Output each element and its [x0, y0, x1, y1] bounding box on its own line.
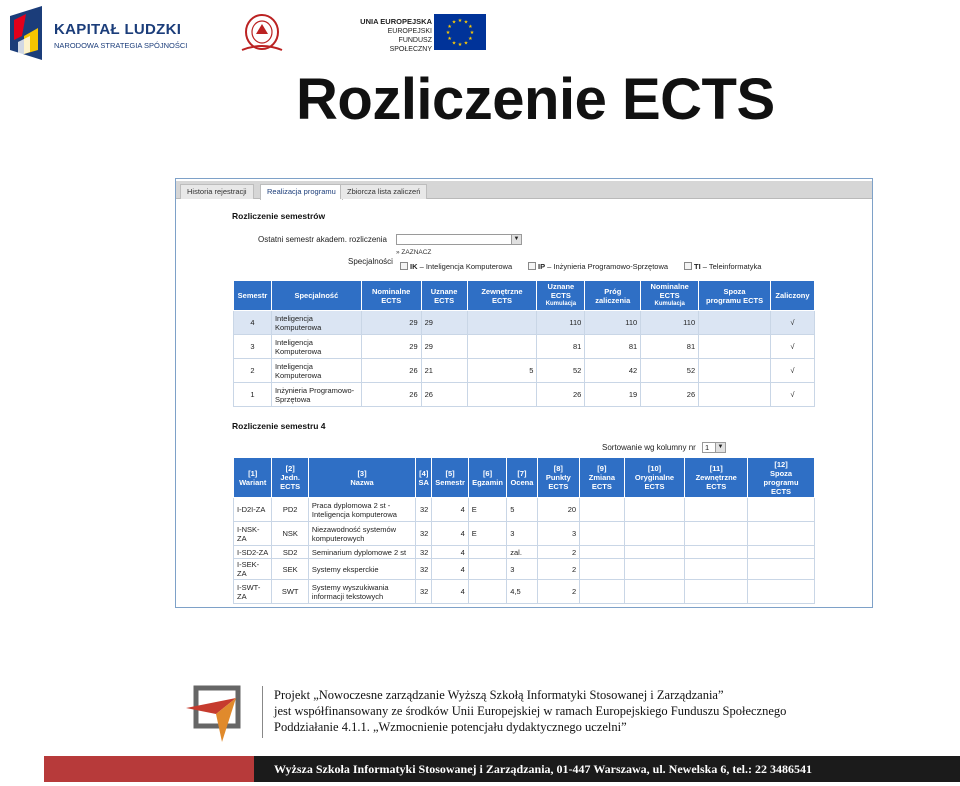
- cell-nom-kum: 26: [641, 383, 699, 407]
- cell-zmiana: [580, 580, 625, 604]
- cell-nominalne: 29: [361, 335, 421, 359]
- specialty-label-ti: – Teleinformatyka: [700, 262, 762, 271]
- cell-jedn: SWT: [272, 580, 308, 604]
- col-6-label: Egzamin: [472, 477, 503, 487]
- cell-egzamin: E: [468, 522, 506, 546]
- cell-prog: 81: [585, 335, 641, 359]
- cell-spoza: [699, 359, 771, 383]
- cell-zaliczony: √: [770, 359, 814, 383]
- footer-line-3: Poddziałanie 4.1.1. „Wzmocnienie potencjału dydaktycznego uczelni”: [274, 720, 627, 734]
- cell-uznane: 21: [421, 359, 467, 383]
- chevron-down-icon: ▼: [511, 235, 521, 244]
- cell-semestr: 1: [234, 383, 272, 407]
- cell-nominalne: 26: [361, 359, 421, 383]
- cell-prog: 110: [585, 311, 641, 335]
- col-nominalne-l1: Nominalne: [372, 286, 411, 296]
- cell-nazwa-l2: Inteligencja komputerowa: [311, 509, 397, 519]
- col-prog[interactable]: [585, 281, 641, 311]
- col-11-num: [11]: [709, 464, 723, 473]
- cell-ocena: 5: [507, 498, 537, 522]
- cell-oryginalne: [624, 522, 685, 546]
- svg-text:★: ★: [451, 19, 457, 26]
- col-spoza-l1: Spoza: [723, 286, 746, 296]
- svg-text:★: ★: [457, 42, 463, 48]
- tab-zbiorcza-lista-zaliczen[interactable]: Zbiorcza lista zaliczeń: [340, 184, 427, 199]
- col-punkty-ects[interactable]: [537, 458, 580, 498]
- cell-zewnetrzne: 5: [467, 359, 537, 383]
- kapital-ludzki-logo: [10, 6, 188, 60]
- svg-text:★: ★: [447, 24, 452, 30]
- cell-zaliczony: √: [770, 335, 814, 359]
- cell-ocena: zal.: [507, 546, 537, 559]
- cell-zmiana: [580, 546, 625, 559]
- col-zewnetrzne-l1: Zewnętrzne: [481, 286, 523, 296]
- cell-nom-kum: 81: [641, 335, 699, 359]
- cell-punkty: 3: [537, 522, 580, 546]
- cell-zewnetrzne: [685, 546, 748, 559]
- cell-zaliczony: √: [770, 311, 814, 335]
- svg-text:★: ★: [469, 30, 475, 36]
- cell-semestr: 4: [432, 559, 468, 580]
- cell-egzamin: [468, 580, 506, 604]
- specialty-label-ip: – Inżynieria Programowo-Sprzętowa: [545, 262, 669, 271]
- col-prog-l2: zaliczenia: [595, 295, 631, 305]
- cell-nazwa: [308, 580, 415, 604]
- cell-spec-l1: Inteligencja: [274, 313, 313, 323]
- cell-zewnetrzne: [685, 580, 748, 604]
- cell-semestr: 4: [432, 580, 468, 604]
- cell-spoza: [748, 559, 815, 580]
- cell-wariant: I-SWT-ZA: [234, 580, 272, 604]
- col-7-label: Ocena: [510, 477, 534, 487]
- eu-line2: EUROPEJSKI: [387, 28, 432, 35]
- specialty-code-ip: IP: [538, 262, 546, 271]
- col-4-num: [4]: [419, 468, 429, 478]
- col-6-num: [6]: [482, 468, 493, 478]
- col-zewnetrzne-l2: ECTS: [491, 295, 512, 305]
- col-1-num: [1]: [248, 468, 258, 478]
- cell-nazwa-l1: Praca dyplomowa 2 st -: [311, 500, 391, 510]
- col-zmiana-ects[interactable]: [580, 458, 625, 498]
- col-12-label2: programu: [763, 477, 799, 487]
- table-row[interactable]: [234, 498, 815, 522]
- cell-spec-l2: Komputerowa: [274, 346, 322, 356]
- cell-zaliczony: √: [770, 383, 814, 407]
- cell-zewnetrzne: [467, 311, 537, 335]
- tab-realizacja-programu[interactable]: Realizacja programu: [260, 184, 343, 200]
- col-9-label2: ECTS: [591, 482, 612, 491]
- cell-sa: 32: [416, 546, 432, 559]
- specialty-checkbox-ik[interactable]: [400, 262, 512, 271]
- cell-jedn: SD2: [272, 546, 308, 559]
- cell-sa: 32: [416, 522, 432, 546]
- svg-text:★: ★: [457, 18, 463, 24]
- cell-spec-l1: Inteligencja: [274, 361, 313, 371]
- cell-ocena: 3: [507, 559, 537, 580]
- table-row[interactable]: [234, 559, 815, 580]
- table-header-row: [234, 281, 815, 311]
- sort-column-select[interactable]: [702, 442, 726, 453]
- svg-text:★: ★: [445, 30, 451, 36]
- col-12-label3: ECTS: [771, 486, 792, 496]
- cell-semestr: 4: [432, 546, 468, 559]
- cell-nominalne: 26: [361, 383, 421, 407]
- checkbox-icon: [528, 262, 536, 270]
- cell-nazwa: Systemy eksperckie: [308, 559, 415, 580]
- cell-nom-kum: 52: [641, 359, 699, 383]
- cell-zmiana: [580, 522, 625, 546]
- col-2-label: Jedn.: [280, 473, 300, 482]
- cell-punkty: 2: [537, 580, 580, 604]
- col-semestr[interactable]: [432, 458, 468, 498]
- col-uznane-kumulacja[interactable]: [537, 281, 585, 311]
- cell-zewnetrzne: [467, 383, 537, 407]
- cell-prog: 19: [585, 383, 641, 407]
- cell-oryginalne: [624, 559, 685, 580]
- table-row[interactable]: [234, 335, 815, 359]
- cell-wariant: I-SD2-ZA: [234, 546, 272, 559]
- col-uznane-kum-l1: Uznane: [547, 282, 575, 291]
- cell-semestr: 4: [234, 311, 272, 335]
- cell-nazwa-l2: informacji tekstowych: [311, 591, 384, 601]
- tab-historia-rejestracji[interactable]: Historia rejestracji: [180, 184, 254, 199]
- cell-spec-l1: Inteligencja: [274, 337, 313, 347]
- cell-punkty: 2: [537, 559, 580, 580]
- semesters-table: [233, 280, 815, 407]
- col-egzamin[interactable]: [468, 458, 506, 498]
- specialty-checkbox-ti[interactable]: [684, 262, 761, 271]
- col-8-label2: ECTS: [548, 482, 569, 491]
- sort-label: Sortowanie wg kolumny nr: [602, 443, 696, 452]
- cell-uznane-kum: 52: [537, 359, 585, 383]
- cell-nominalne: 29: [361, 311, 421, 335]
- cell-uznane: 29: [421, 311, 467, 335]
- cell-nazwa-l2: komputerowych: [311, 533, 365, 543]
- cell-spoza: [748, 498, 815, 522]
- cell-egzamin: [468, 559, 506, 580]
- col-7-num: [7]: [517, 468, 527, 478]
- cell-nazwa-l1: Systemy wyszukiwania: [311, 582, 389, 592]
- col-3-num: [3]: [357, 468, 367, 478]
- svg-text:★: ★: [463, 19, 469, 26]
- cell-sa: 32: [416, 559, 432, 580]
- cell-punkty: 2: [537, 546, 580, 559]
- col-uznane[interactable]: [421, 281, 467, 311]
- col-12-num: [12]: [774, 459, 788, 469]
- table-row[interactable]: [234, 546, 815, 559]
- eu-logo: [356, 14, 486, 53]
- cell-spoza: [748, 546, 815, 559]
- cell-nom-kum: 110: [641, 311, 699, 335]
- cell-oryginalne: [624, 498, 685, 522]
- col-2-num: [2]: [285, 464, 295, 473]
- svg-text:★: ★: [468, 24, 473, 30]
- col-uznane-l2: ECTS: [434, 295, 455, 305]
- footer-red-block: [44, 756, 254, 782]
- university-seal-icon: [238, 12, 286, 54]
- cell-semestr: 2: [234, 359, 272, 383]
- table-row[interactable]: [234, 311, 815, 335]
- cell-spoza: [699, 383, 771, 407]
- wsisiz-logo-icon: [186, 684, 242, 742]
- col-9-label: Zmiana: [588, 473, 615, 482]
- kapital-ludzki-title: KAPITAŁ LUDZKI: [54, 21, 182, 38]
- col-wariant[interactable]: [234, 458, 272, 498]
- cell-uznane-kum: 26: [537, 383, 585, 407]
- cell-zewnetrzne: [685, 498, 748, 522]
- cell-egzamin: [468, 546, 506, 559]
- cell-nazwa: [308, 522, 415, 546]
- cell-jedn: SEK: [272, 559, 308, 580]
- cell-oryginalne: [624, 546, 685, 559]
- col-nom-kum-l2: ECTS: [659, 291, 680, 300]
- slide-title: Rozliczenie ECTS: [296, 67, 775, 132]
- cell-uznane-kum: 81: [537, 335, 585, 359]
- col-2-label2: ECTS: [280, 482, 301, 491]
- svg-text:★: ★: [463, 40, 469, 47]
- cell-jedn: PD2: [272, 498, 308, 522]
- col-8-num: [8]: [553, 464, 563, 473]
- col-zewnetrzne[interactable]: [467, 281, 537, 311]
- cell-punkty: 20: [537, 498, 580, 522]
- cell-ocena: 3: [507, 522, 537, 546]
- col-uznane-kum-l3: Kumulacja: [545, 301, 577, 307]
- specialty-code-ti: TI: [694, 262, 701, 271]
- col-4-label: SA: [418, 477, 429, 487]
- cell-jedn: NSK: [272, 522, 308, 546]
- col-zewnetrzne-ects[interactable]: [685, 458, 748, 498]
- col-nazwa[interactable]: [308, 458, 415, 498]
- cell-specjalnosc: [271, 383, 361, 407]
- cell-spoza: [748, 580, 815, 604]
- cell-uznane-kum: 110: [537, 311, 585, 335]
- col-semestr[interactable]: Semestr: [234, 281, 272, 311]
- tab-bar: [176, 181, 872, 199]
- svg-text:★: ★: [447, 36, 452, 42]
- cell-semestr: 4: [432, 522, 468, 546]
- footer-line-2: jest współfinansowany ze środków Unii Europejskiej w ramach Europejskiego Funduszu Społecznego: [274, 704, 787, 718]
- eu-title: UNIA EUROPEJSKA: [360, 17, 432, 26]
- col-prog-l1: Próg: [604, 286, 622, 296]
- cell-spec-l2: Sprzętowa: [274, 394, 311, 404]
- col-nom-kum-l1: Nominalne: [650, 282, 689, 291]
- cell-zewnetrzne: [467, 335, 537, 359]
- semesters-section-title: Rozliczenie semestrów: [232, 211, 326, 221]
- eu-line3: FUNDUSZ SPOŁECZNY: [389, 37, 432, 53]
- cell-uznane: 29: [421, 335, 467, 359]
- col-5-label: Semestr: [435, 477, 465, 487]
- cell-wariant: I-D2I-ZA: [234, 498, 272, 522]
- cell-specjalnosc: [271, 311, 361, 335]
- footer-address: Wyższa Szkoła Informatyki Stosowanej i Zarządzania, 01-447 Warszawa, ul. Newelska 6, tel.: 22 3486541: [274, 762, 812, 776]
- col-3-label: Nazwa: [350, 477, 374, 487]
- cell-prog: 42: [585, 359, 641, 383]
- cell-wariant: I-SEK-ZA: [234, 559, 272, 580]
- cell-uznane: 26: [421, 383, 467, 407]
- footer-divider: [262, 686, 263, 738]
- cell-spec-l1: Inżynieria Programowo-: [274, 385, 355, 395]
- col-9-num: [9]: [597, 464, 607, 473]
- cell-spoza: [699, 311, 771, 335]
- table-row[interactable]: [234, 359, 815, 383]
- checkbox-icon: [684, 262, 692, 270]
- specialties-label: Specjalności: [348, 257, 393, 266]
- footer-address-bar: [44, 756, 960, 782]
- col-ocena[interactable]: [507, 458, 537, 498]
- specialty-code-ik: IK: [410, 262, 418, 271]
- cell-spec-l2: Komputerowa: [274, 322, 322, 332]
- chevron-down-icon: ▼: [715, 443, 725, 452]
- cell-oryginalne: [624, 580, 685, 604]
- cell-egzamin: E: [468, 498, 506, 522]
- last-semester-select[interactable]: [396, 234, 522, 245]
- col-nom-kum-l3: Kumulacja: [654, 301, 685, 307]
- col-oryginalne-ects[interactable]: [624, 458, 685, 498]
- svg-text:★: ★: [451, 40, 457, 47]
- table-row[interactable]: [234, 522, 815, 546]
- cell-spoza: [699, 335, 771, 359]
- checkbox-icon: [400, 262, 408, 270]
- specialty-label-ik: – Inteligencja Komputerowa: [417, 262, 513, 271]
- col-spoza-programu-ects[interactable]: [748, 458, 815, 498]
- cell-zewnetrzne: [685, 559, 748, 580]
- col-10-num: [10]: [647, 464, 662, 473]
- table-row[interactable]: [234, 383, 815, 407]
- col-12-label: Spoza: [770, 468, 793, 478]
- cell-sa: 32: [416, 498, 432, 522]
- cell-sa: 32: [416, 580, 432, 604]
- col-5-num: [5]: [445, 468, 455, 478]
- cell-zmiana: [580, 498, 625, 522]
- semester4-section-title: Rozliczenie semestru 4: [232, 421, 326, 431]
- cell-zmiana: [580, 559, 625, 580]
- col-jedn-ects[interactable]: [272, 458, 308, 498]
- cell-specjalnosc: [271, 335, 361, 359]
- eu-logo-text: [356, 17, 432, 54]
- cell-nazwa-l1: Niezawodność systemów: [311, 524, 397, 534]
- cell-zewnetrzne: [685, 522, 748, 546]
- col-10-label: Oryginalne: [634, 473, 675, 482]
- col-sa[interactable]: [416, 458, 432, 498]
- cell-semestr: 3: [234, 335, 272, 359]
- col-nominalne-l2: ECTS: [381, 295, 402, 305]
- col-8-label: Punkty: [545, 473, 571, 482]
- cell-nazwa: Seminarium dyplomowe 2 st: [308, 546, 415, 559]
- cell-nazwa: [308, 498, 415, 522]
- ects-screenshot: [175, 178, 873, 608]
- cell-specjalnosc: [271, 359, 361, 383]
- table-header-row: [234, 458, 815, 498]
- col-nominalne-kumulacja[interactable]: [641, 281, 699, 311]
- col-11-label: Zewnętrzne: [695, 473, 737, 482]
- col-11-label2: ECTS: [706, 482, 727, 491]
- footer-line-1: Projekt „Nowoczesne zarządzanie Wyższą Szkołą Informatyki Stosowanej i Zarządzania”: [274, 688, 724, 702]
- kapital-ludzki-mark-icon: [10, 6, 42, 60]
- last-semester-label: Ostatni semestr akadem. rozliczenia: [258, 235, 387, 244]
- semester4-table: [233, 457, 815, 604]
- col-nominalne[interactable]: [361, 281, 421, 311]
- cell-semestr: 4: [432, 498, 468, 522]
- svg-text:★: ★: [468, 36, 473, 42]
- sort-column-value: 1: [705, 443, 710, 452]
- cell-spoza: [748, 522, 815, 546]
- col-spoza[interactable]: [699, 281, 771, 311]
- col-zaliczony[interactable]: Zaliczony: [770, 281, 814, 311]
- cell-spec-l2: Komputerowa: [274, 370, 322, 380]
- select-all-link[interactable]: » ZAZNACZ: [396, 249, 432, 256]
- specialty-checkbox-ip[interactable]: [528, 262, 668, 271]
- col-10-label2: ECTS: [644, 482, 665, 491]
- cell-ocena: 4,5: [507, 580, 537, 604]
- col-uznane-kum-l2: ECTS: [550, 291, 571, 300]
- eu-flag-icon: [434, 14, 486, 50]
- col-1-label: Wariant: [239, 477, 267, 487]
- col-specjalnosc[interactable]: Specjalność: [271, 281, 361, 311]
- col-uznane-l1: Uznane: [430, 286, 458, 296]
- cell-wariant: I-NSK-ZA: [234, 522, 272, 546]
- table-row[interactable]: [234, 580, 815, 604]
- col-spoza-l2: programu ECTS: [706, 295, 764, 305]
- kapital-ludzki-subtitle: NARODOWA STRATEGIA SPÓJNOŚCI: [54, 41, 188, 50]
